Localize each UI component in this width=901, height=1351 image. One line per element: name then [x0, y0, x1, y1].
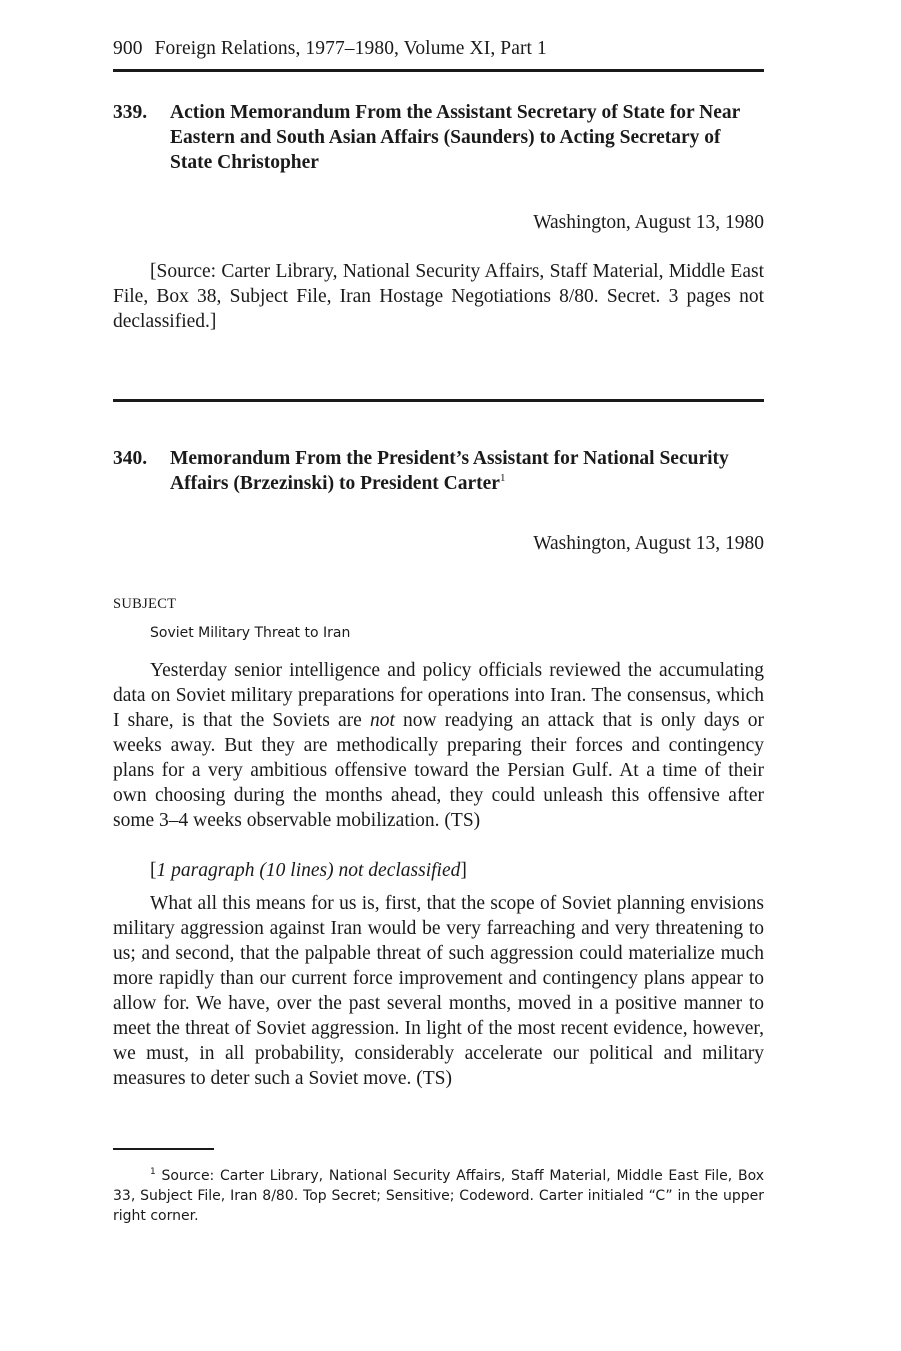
- subject-label: SUBJECT: [113, 596, 177, 612]
- declassification-note: [113, 858, 764, 883]
- header-rule: [113, 69, 764, 72]
- document-page: [113, 0, 764, 1351]
- document-339-dateline: Washington, August 13, 1980: [533, 212, 764, 233]
- volume-title: Foreign Relations, 1977–1980, Volume XI, Part 1: [154, 38, 547, 59]
- running-head: [113, 38, 547, 60]
- bracket: ]: [460, 860, 467, 881]
- subject-text: Soviet Military Threat to Iran: [150, 625, 351, 641]
- document-title-text: Memorandum From the President’s Assistant for National Security Affairs (Brzezinski) to President Carter: [170, 448, 729, 494]
- document-title: [170, 446, 764, 496]
- not-declassified-text: 1 paragraph (10 lines) not declassified: [156, 860, 461, 881]
- document-separator-rule: [113, 399, 764, 402]
- body-paragraph: What all this means for us is, first, that the scope of Soviet planning envisions military aggression against Iran would be very farreaching and very threatening to us; and second, that the palpable threat of such aggression could materialize much more rapidly than our current force improvement and contingency plans appear to allow for. We have, over the past several months, moved in a positive manner to meet the threat of Soviet aggression. In light of the most recent evidence, however, we must, in all probability, considerably accelerate our political and military measures to deter such a Soviet move. (TS): [113, 893, 764, 1089]
- footnote-marker: 1: [499, 472, 506, 484]
- document-number: 339.: [113, 102, 148, 123]
- body-paragraph: [113, 658, 764, 833]
- paragraph-text: Yesterday senior intelligence and policy officials reviewed the accumulating data on Soviet military preparations for operations into Iran. The consensus, which I share, is that the Soviets are: [113, 660, 764, 731]
- footnote: [113, 1166, 764, 1226]
- document-number: 340.: [113, 448, 148, 469]
- paragraph-text: now readying an attack that is only days or weeks away. But they are methodically preparing their forces and contingency plans for a very ambitious offensive toward the Persian Gulf. At a time of their own choosing during the months ahead, they could unleash this offensive after some 3–4 weeks observable mobilization. (TS): [113, 710, 764, 831]
- emphasized-word: not: [369, 710, 395, 731]
- document-340-dateline: Washington, August 13, 1980: [533, 533, 764, 554]
- document-339-source-note: [Source: Carter Library, National Security Affairs, Staff Material, Middle East File, Box 38, Subject File, Iran Hostage Negotiations 8/80. Secret. 3 pages not declassified.]: [113, 261, 764, 332]
- footnote-number: 1: [150, 1167, 156, 1177]
- footnote-rule: [113, 1148, 214, 1150]
- footnote-text: Source: Carter Library, National Security Affairs, Staff Material, Middle East File, Box 33, Subject File, Iran 8/80. Top Secret; Sensitive; Codeword. Carter initialed “C” in the upper right corner.: [113, 1168, 764, 1224]
- document-title: Action Memorandum From the Assistant Secretary of State for Near Eastern and South Asian Affairs (Saunders) to Acting Secretary of State Christopher: [170, 102, 740, 173]
- page-number: 900: [113, 38, 143, 59]
- bracket: [: [150, 860, 157, 881]
- document-340-heading: [113, 446, 764, 496]
- document-339-heading: [113, 100, 764, 175]
